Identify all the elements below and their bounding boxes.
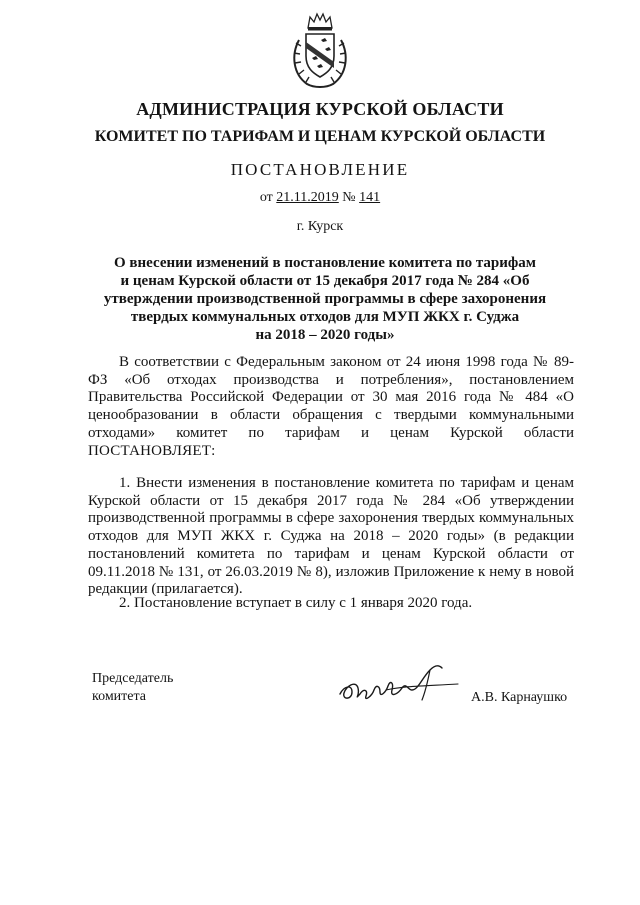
- document-city: г. Курск: [296, 219, 344, 234]
- date-prefix: от: [259, 190, 277, 205]
- org-title: АДМИНИСТРАЦИЯ КУРСКОЙ ОБЛАСТИ: [136, 99, 504, 119]
- heading-line: на 2018 – 2020 годы»: [255, 327, 395, 343]
- document-date-number: [0, 190, 640, 206]
- heading-line: и ценам Курской области от 15 декабря 2017 года № 284 «Об: [120, 273, 530, 289]
- position-line: комитета: [92, 689, 147, 704]
- document-type: ПОСТАНОВЛЕНИЕ: [230, 160, 410, 179]
- signatory-name: А.В. Карнаушко: [471, 690, 568, 705]
- resolves-keyword: ПОСТАНОВЛЯЕТ:: [88, 442, 216, 459]
- committee-title: КОМИТЕТ ПО ТАРИФАМ И ЦЕНАМ КУРСКОЙ ОБЛАСТИ: [94, 128, 546, 145]
- number-prefix: №: [338, 190, 360, 205]
- position-line: Председатель: [92, 671, 174, 686]
- document-heading: [90, 254, 560, 344]
- document-number: 141: [359, 190, 381, 205]
- handwritten-signature: [334, 660, 466, 708]
- heading-line: О внесении изменений в постановление комитета по тарифам: [114, 255, 536, 271]
- document-date: 21.11.2019: [276, 190, 339, 205]
- signatory-position: [92, 670, 173, 706]
- preamble-paragraph: [88, 354, 574, 460]
- kursk-oblast-coat-of-arms-icon: [287, 10, 353, 90]
- heading-line: утверждении производственной программы в сфере захоронения: [103, 291, 547, 307]
- heading-line: твердых коммунальных отходов для МУП ЖКХ г. Суджа: [130, 309, 520, 325]
- item-1-paragraph: 1. Внести изменения в постановление комитета по тарифам и ценам Курской области от 15 декабря 2017 года № 284 «Об утверждении производственной программы в сфере захоронения твердых коммунальных отходов для МУП ЖКХ г. Суджа на 2018 – 2020 годы» (в редакции постановлений комитета по тарифам и ценам Курской области от 09.11.2018 № 131, от 26.03.2019 № 8), изложив Приложение к нему в новой редакции (прилагается).: [88, 475, 574, 598]
- preamble-text: В соответствии с Федеральным законом от 24 июня 1998 года № 89-ФЗ «Об отходах производства и потребления», постановлением Правительства Российской Федерации от 30 мая 2016 года № 484 «О ценообразовании в области обращения с твердыми коммунальными отходами» комитет по тарифам и ценам Курской области: [88, 354, 574, 441]
- item-2-paragraph: 2. Постановление вступает в силу с 1 января 2020 года.: [119, 595, 473, 611]
